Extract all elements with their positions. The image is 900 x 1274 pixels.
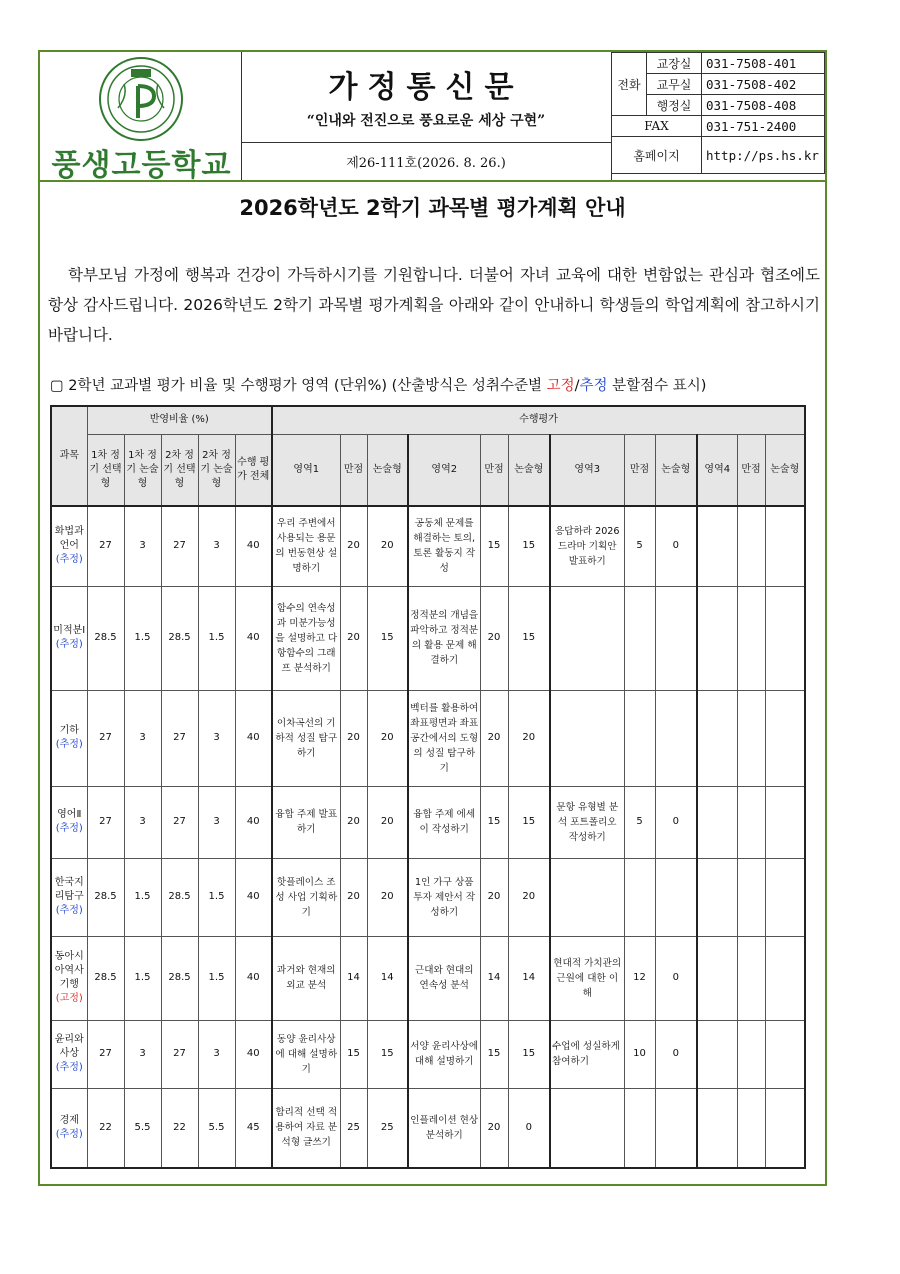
empty-cell [697,936,737,1020]
ratio-cell: 22 [161,1088,198,1168]
empty-cell [765,586,805,690]
area-cell [550,1088,624,1168]
ratio-col-header: 2차 정기 선택형 [161,434,198,506]
empty-cell [697,1020,737,1088]
empty-cell [737,1088,765,1168]
table-row [51,690,805,786]
homepage-label: 홈페이지 [612,137,702,174]
area-col-header: 만점 [340,434,367,506]
score-cell: 20 [340,586,367,690]
cutoff-type: (추정) [55,905,83,916]
issue-area [241,142,612,180]
empty-cell [697,1088,737,1168]
subject-cell [51,786,87,858]
empty-cell [765,858,805,936]
section-note [50,374,826,395]
area-cell: 서양 윤리사상에 대해 설명하기 [408,1020,480,1088]
ratio-cell: 27 [161,786,198,858]
school-logo-area [40,52,242,183]
area-cell: 수업에 성실하게 참여하기 [550,1020,624,1088]
essay-cell: 15 [508,1020,550,1088]
subject-name: 화법과언어 [54,526,84,552]
ratio-cell: 3 [198,786,235,858]
table-row [51,936,805,1020]
essay-cell: 20 [508,858,550,936]
contact-label: 교장실 [647,53,702,74]
score-cell: 20 [480,1088,508,1168]
subject-cell [51,506,87,586]
area-cell: 융합 주제 에세이 작성하기 [408,786,480,858]
score-cell: 20 [340,690,367,786]
essay-cell: 15 [508,586,550,690]
area-col-header: 영역2 [408,434,480,506]
area-col-header: 만점 [737,434,765,506]
essay-cell: 0 [655,936,697,1020]
title-area [241,52,612,143]
score-cell: 5 [624,786,655,858]
essay-cell [655,1088,697,1168]
empty-cell [737,936,765,1020]
subject-name: 경제 [59,1114,79,1126]
area-cell: 근대와 현대의 연속성 분석 [408,936,480,1020]
score-cell: 15 [480,786,508,858]
subject-cell [51,586,87,690]
area-cell: 융합 주제 발표하기 [272,786,340,858]
score-cell: 20 [340,786,367,858]
newsletter-title: 가정통신문 [328,70,524,105]
ratio-cell: 5.5 [124,1088,161,1168]
school-seal-emblem [98,56,184,142]
score-cell: 20 [480,858,508,936]
area-col-header: 만점 [480,434,508,506]
cutoff-type: (추정) [55,639,83,650]
ratio-cell: 3 [198,1020,235,1088]
ratio-cell: 27 [87,1020,124,1088]
header-performance: 수행평가 [272,406,805,434]
subject-cell [51,1088,87,1168]
fixed-label: 고정 [546,378,575,394]
slash: / [574,378,580,394]
area-cell: 현대적 가치관의 근원에 대한 이해 [550,936,624,1020]
empty-cell [697,858,737,936]
ratio-cell: 1.5 [198,936,235,1020]
subject-name: 기하 [59,725,79,736]
empty-cell [765,1088,805,1168]
essay-cell: 25 [367,1088,408,1168]
ratio-cell: 40 [235,858,272,936]
subject-cell [51,1020,87,1088]
area-cell: 이차곡선의 기하적 성질 탐구하기 [272,690,340,786]
ratio-cell: 3 [124,1020,161,1088]
empty-cell [737,506,765,586]
section-note-suffix: 분할점수 표시) [607,378,707,394]
ratio-cell: 28.5 [161,858,198,936]
essay-cell [655,586,697,690]
essay-cell: 15 [508,786,550,858]
score-cell: 5 [624,506,655,586]
score-cell: 20 [480,586,508,690]
ratio-col-header: 1차 정기 선택형 [87,434,124,506]
document-title: 2026학년도 2학기 과목별 평가계획 안내 [239,196,626,220]
fax-number: 031-751-2400 [702,116,825,137]
essay-cell: 15 [367,1020,408,1088]
subject-name: 동아시아역사기행 [54,951,84,990]
essay-cell [655,690,697,786]
ratio-col-header: 수행 평가 전체 [235,434,272,506]
empty-cell [737,586,765,690]
contact-label: 행정실 [647,95,702,116]
score-cell [624,858,655,936]
empty-cell [697,690,737,786]
ratio-cell: 40 [235,786,272,858]
area-col-header: 논술형 [765,434,805,506]
area-cell: 1인 가구 상품 투자 제안서 작성하기 [408,858,480,936]
empty-cell [765,690,805,786]
ratio-cell: 3 [198,506,235,586]
cutoff-type: (추정) [55,1128,83,1140]
homepage-link[interactable]: http://ps.hs.kr [702,137,825,174]
ratio-cell: 27 [87,690,124,786]
score-cell [624,586,655,690]
essay-cell: 15 [367,586,408,690]
essay-cell: 0 [655,1020,697,1088]
empty-cell [765,936,805,1020]
empty-cell [765,506,805,586]
score-cell: 20 [340,858,367,936]
score-cell: 14 [340,936,367,1020]
area-cell [550,586,624,690]
essay-cell: 0 [655,506,697,586]
ratio-cell: 3 [124,690,161,786]
area-cell: 함수의 연속성과 미분가능성을 설명하고 다항함수의 그래프 분석하기 [272,586,340,690]
essay-cell: 20 [367,858,408,936]
ratio-cell: 27 [87,506,124,586]
ratio-cell: 3 [124,506,161,586]
contact-number: 031-7508-401 [702,53,825,74]
empty-cell [737,1020,765,1088]
score-cell: 25 [340,1088,367,1168]
ratio-col-header: 1차 정기 논술형 [124,434,161,506]
area-cell: 벡터를 활용하여 좌표평면과 좌표공간에서의 도형의 성질 탐구하기 [408,690,480,786]
area-cell: 우리 주변에서 사용되는 용문의 번동현상 설명하기 [272,506,340,586]
cutoff-type: (고정) [55,993,83,1004]
header-ratio: 반영비율 (%) [87,406,272,434]
subject-name: 한국지리탐구 [54,877,84,902]
ratio-cell: 40 [235,506,272,586]
area-cell: 합리적 선택 적용하여 자료 분석형 글쓰기 [272,1088,340,1168]
essay-cell: 20 [367,506,408,586]
contact-info [611,52,825,180]
contact-number: 031-7508-408 [702,95,825,116]
subject-name: 영어Ⅱ [57,809,82,820]
fax-label: FAX [612,116,702,137]
ratio-cell: 1.5 [124,936,161,1020]
empty-cell [765,786,805,858]
ratio-cell: 3 [124,786,161,858]
contact-number: 031-7508-402 [702,74,825,95]
score-cell: 15 [480,1020,508,1088]
area-col-header: 영역4 [697,434,737,506]
cutoff-type: (추정) [55,1062,83,1073]
newsletter-frame [38,50,827,1186]
area-cell: 문항 유형별 분석 포트폴리오 작성하기 [550,786,624,858]
subject-cell [51,858,87,936]
section-note-prefix: ▢ 2학년 교과별 평가 비율 및 수행평가 영역 (단위%) (산출방식은 성취수준별 [50,378,547,394]
ratio-cell: 28.5 [161,936,198,1020]
empty-cell [765,1020,805,1088]
ratio-cell: 40 [235,586,272,690]
empty-cell [737,786,765,858]
table-row [51,1088,805,1168]
area-col-header: 만점 [624,434,655,506]
table-row [51,1020,805,1088]
cutoff-type: (추정) [55,823,83,834]
ratio-cell: 45 [235,1088,272,1168]
area-cell [550,858,624,936]
ratio-cell: 1.5 [124,858,161,936]
cutoff-type: (추정) [55,554,83,566]
empty-cell [697,506,737,586]
ratio-cell: 27 [161,690,198,786]
subject-cell [51,690,87,786]
score-cell: 10 [624,1020,655,1088]
ratio-cell: 40 [235,690,272,786]
newsletter-header [40,52,825,182]
score-cell: 12 [624,936,655,1020]
ratio-col-header: 2차 정기 논술형 [198,434,235,506]
ratio-cell: 5.5 [198,1088,235,1168]
contact-label: 교무실 [647,74,702,95]
essay-cell: 0 [655,786,697,858]
subject-name: 윤리와사상 [54,1034,84,1059]
area-cell: 핫플레이스 조성 사업 기획하기 [272,858,340,936]
ratio-cell: 28.5 [87,936,124,1020]
ratio-cell: 1.5 [124,586,161,690]
essay-cell: 20 [367,690,408,786]
empty-cell [737,690,765,786]
area-col-header: 논술형 [367,434,408,506]
score-cell: 15 [480,506,508,586]
essay-cell: 0 [508,1088,550,1168]
essay-cell: 20 [367,786,408,858]
empty-cell [737,858,765,936]
ratio-cell: 28.5 [87,858,124,936]
evaluation-table [50,405,806,1169]
empty-cell [697,786,737,858]
area-col-header: 영역1 [272,434,340,506]
area-cell [550,690,624,786]
ratio-cell: 40 [235,936,272,1020]
essay-cell: 15 [508,506,550,586]
essay-cell: 20 [508,690,550,786]
score-cell [624,1088,655,1168]
score-cell [624,690,655,786]
area-col-header: 논술형 [508,434,550,506]
ratio-cell: 28.5 [87,586,124,690]
area-col-header: 논술형 [655,434,697,506]
ratio-cell: 40 [235,1020,272,1088]
ratio-cell: 27 [161,506,198,586]
area-cell: 동양 윤리사상에 대해 설명하기 [272,1020,340,1088]
table-row [51,586,805,690]
subject-cell [51,936,87,1020]
table-row [51,506,805,586]
essay-cell [655,858,697,936]
ratio-cell: 3 [198,690,235,786]
area-cell: 정적분의 개념을 파악하고 정적분의 활용 문제 해결하기 [408,586,480,690]
area-col-header: 영역3 [550,434,624,506]
area-cell: 공동체 문제를 해결하는 토의, 토론 활동지 작성 [408,506,480,586]
ratio-cell: 28.5 [161,586,198,690]
score-cell: 20 [480,690,508,786]
ratio-cell: 27 [161,1020,198,1088]
ratio-cell: 1.5 [198,586,235,690]
ratio-cell: 22 [87,1088,124,1168]
empty-cell [697,586,737,690]
essay-cell: 14 [367,936,408,1020]
header-subject: 과목 [51,406,87,506]
table-row [51,858,805,936]
area-cell: 과거와 현재의 외교 분석 [272,936,340,1020]
cutoff-type: (추정) [55,739,83,750]
score-cell: 15 [340,1020,367,1088]
school-slogan: “인내와 전진으로 풍요로운 세상 구현” [306,113,546,129]
phone-label: 전화 [612,53,647,116]
intro-paragraph: 학부모님 가정에 행복과 건강이 가득하시기를 기원합니다. 더불어 자녀 교육에 대한 변함없는 관심과 협조에도 항상 감사드립니다. 2026학년도 2학기 과목별 평가계획을 아래와 같이 안내하니 학생들의 학업계획에 참고하시기 바랍니다. [48,266,820,344]
subject-name: 미적분Ⅰ [53,625,86,636]
area-cell: 인플레이션 현상 분석하기 [408,1088,480,1168]
estimated-label: 추정 [579,378,608,394]
score-cell: 20 [340,506,367,586]
score-cell: 14 [480,936,508,1020]
table-row [51,786,805,858]
ratio-cell: 27 [87,786,124,858]
ratio-cell: 1.5 [198,858,235,936]
issue-number: 제26-111호(2026. 8. 26.) [346,156,506,171]
area-cell: 응답하라 2026 드라마 기획안 발표하기 [550,506,624,586]
essay-cell: 14 [508,936,550,1020]
school-name: 풍생고등학교 [51,148,232,183]
